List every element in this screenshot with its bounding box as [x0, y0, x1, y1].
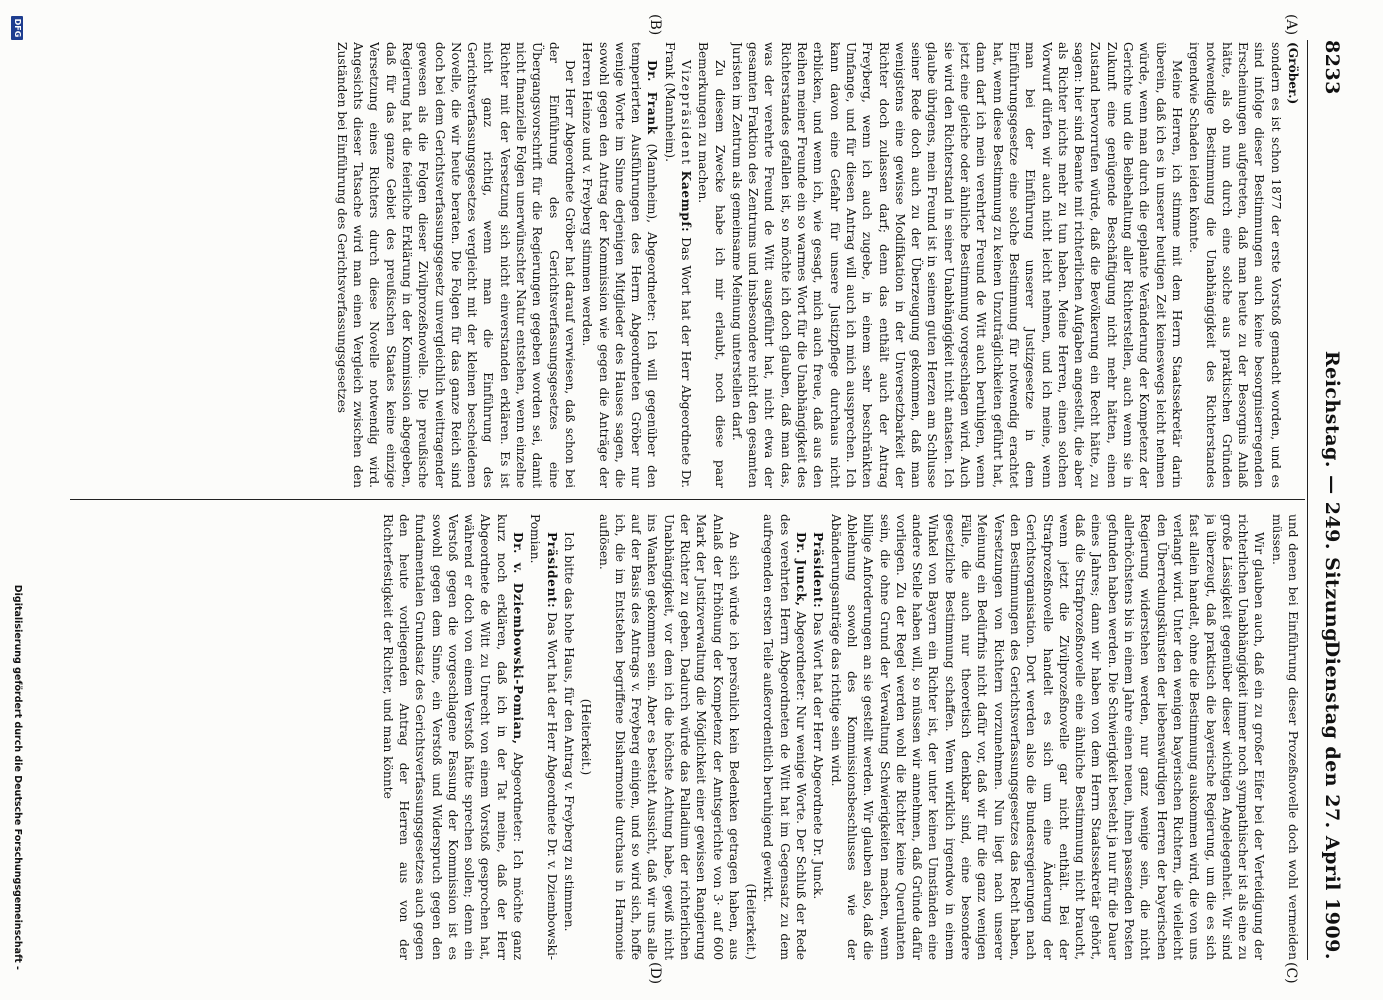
- session-date: Dienstag den 27. April 1909.: [1321, 640, 1343, 960]
- column-divider: [70, 499, 1305, 500]
- speaker-paragraph: [527, 514, 560, 960]
- speaker-name: Dr. Junck,: [794, 532, 809, 607]
- speaker-role: Präsident:: [544, 532, 559, 609]
- page-number: 8233: [1321, 40, 1343, 95]
- speaker-role: Präsident:: [811, 532, 826, 609]
- speaker-paragraph: [810, 514, 826, 960]
- speaker-paragraph: [760, 514, 809, 960]
- digitization-footer: [7, 0, 23, 1000]
- speech-text: Das Wort hat der Herr Abgeordnete Dr. Junck.: [811, 612, 826, 900]
- paragraph: sondern es ist schon 1877 der erste Vorstoß gemacht worden, und es sind infolge dieser Bestimmungen auch keine besorgniserregenden Erscheinungen aufgetreten, daß man heute zu der Besorgnis Anlaß hätte, als ob nun durch eine solche aus praktischen Gründen notwendige Bestimmung die Unabhängigkeit des Richterstandes irgendwie Schaden leiden könnte.: [1187, 42, 1283, 488]
- speech-text: Abgeordneter: Ich möchte ganz kurz noch erklären, daß ich in der Tat meine, daß der Herr Abgeordnete de Witt zu Unrecht von einem Vorstoß gesprochen hat, während er doch von einem Verstoß hätte sprechen sollen; denn ein Verstoß gegen die vorgeschlagene Fassung der Kommission ist es sowohl gegen dem Sinne, ein Verstoß und Widerspruch gegen den fundamentalen Grundsatz des Gerichtsverfassungsgesetzes auch gegen den heute vorliegenden Antrag der Herren aus von der Richterfestigkeit der Richter, und man könnte: [380, 514, 526, 960]
- paragraph: Wir glauben auch, daß ein zu großer Eifer bei der Verteidigung der richterlichen Unabhängigkeit immer noch sympathischer ist als eine zu große Lässigkeit gegenüber dieser wichtigen Angelegenheit. Wir sind ja überzeugt, daß praktisch die bayerische Regierung, um die es sich fast allein handelt, ohne die Bestimmung auskommen wird, die von uns verlangt wird. Unter den wenigen bayerischen Richtern, die vielleicht den Überredungskünsten der liebenswürdigen Herren der bayerischen Regierung widerstehen werden, nur ganz wenige sein, die nicht allerhöchstens bis in einem Jahre einen neuen, ihnen passenden Posten gefunden haben werden. Die Schwierigkeit besteht ja nur für die Dauer eines Jahres; dann wir haben von dem Herrn Staatssekretär gehört, daß die Strafprozeßnovelle eine ähnliche Bestimmung nicht braucht, wenn jetzt die Zivilprozeßnovelle gar nicht enthält. Bei der Strafprozeßnovelle handelt es sich um eine Änderung der Gerichtsorganisation. Dort werden also die Bundesregierungen nach den Bestimmungen des Gerichtsverfassungsgesetzes das Recht haben, Versetzungen von Richtern vorzunehmen. Nun liegt nach unserer Meinung ein Bedürfnis nicht dafür vor, daß wir für die ganz wenigen Fälle, die auch nur theoretisch denkbar sind, eine besondere gesetzliche Bestimmung schaffen. Wenn wirklich irgendwo in einem Winkel von Bayern ein Richter ist, der unter keinen Umständen eine andere Stelle haben will, so müssen wir annehmen, daß Gründe dafür vorliegen. Zu der Regel werden wohl die Richter keine Querulanten sein, die ohne Grund der Verwaltung Schwierigkeiten machen, wenn billige Anforderungen an sie gestellt werden. Wir glauben also, daß die Ablehnung sowohl des Kommissionsbeschlusses wie der Abänderungsanträge das richtige sein wird.: [828, 514, 1267, 960]
- speaker-tag: (Gröber.): [1286, 42, 1300, 105]
- paragraph: Der Herr Abgeordnete Gröber hat darauf verwiesen, daß schon bei der Einführung des Gerichtsverfassungsgesetzes eine Übergangsvorschrift für die Regierungen gegeben worden sei, damit nicht finanzielle Folgen unerwünschter Natur entstehen, wenn einzelne Richter mit der Versetzung sich nicht einverstanden erklären. Es ist nicht ganz richtig, wenn man die Einführung des Gerichtsverfassungsgesetzes vergleicht mit der kleinen bescheidenen Novelle, die wir heute beraten. Die Folgen für das ganze Reich sind doch bei dem Gerichtsverfassungsgesetz unvergleichlich weittragender gewesen als die Folgen dieser Zivilprozeßnovelle. Die preußische Regierung hat die feierliche Erklärung in der Kommission abgegeben, daß für das ganze Gebiet des preußischen Staates keine einzige Versetzung eines Richters durch diese Novelle notwendig wird. Angesichts dieser Tatsache wird man einen Vergleich zwischen den Zuständen bei Einführung des Gerichtsverfassungsgesetzes: [334, 42, 577, 488]
- reaction: (Heiterkeit.): [579, 698, 594, 776]
- speaker-role: Vizepräsident: [679, 60, 694, 166]
- dfg-logo: DFG: [11, 16, 23, 40]
- running-title: Reichstag. — 249. Sitzung.: [1321, 350, 1343, 650]
- speech-text: (Mannheim), Abgeordneter: Ich will gegenüber den temperierten Ausführungen des Herrn Abgeordneten Gröber nur wenige Worte im Sinne derjenigen Mitglieder des Hauses sagen, die sowohl gegen den Antrag der Kommission wie gegen die Anträge der Herren Heinze und v. Freyberg stimmen werden.: [580, 42, 660, 488]
- paragraph: Zu diesem Zwecke habe ich mir erlaubt, noch diese paar Bemerkungen zu machen.: [696, 42, 727, 488]
- right-column: [70, 514, 1301, 960]
- page-header: [1313, 40, 1343, 960]
- margin-mark-b: (B): [647, 14, 663, 36]
- margin-mark-c: (C): [1283, 962, 1299, 984]
- speech-text: Das Wort hat der Herr Abgeordnete Dr. v. Dziembowski-Pomian.: [528, 514, 559, 960]
- header-rule: [1307, 40, 1308, 960]
- margin-mark-d: (D): [647, 962, 663, 985]
- speaker-name: Dr. Frank: [645, 60, 660, 135]
- margin-mark-a: (A): [1283, 14, 1299, 36]
- speaker-name: Dr. v. Dziembowski-Pomian,: [511, 532, 526, 745]
- paragraph: und denen bei Einführung dieser Prozeßnovelle doch wohl vermeiden müssen.: [1269, 514, 1300, 960]
- speaker-name: Kaempf:: [679, 170, 694, 233]
- paragraph: An sich würde ich persönlich kein Bedenken getragen haben, aus Anlaß der Erhöhung der Kompetenz der Amtsgerichte von 3· auf 600 Mark der Justizverwaltung die Möglichkeit einer gewissen Rangierung der Richter zu geben. Dadurch würde das Palladium der richterlichen Unabhängigkeit, vor dem ich die höchste Achtung habe, gewiß nicht ins Wanken gekommen sein. Aber es besteht Aussicht, daß wir uns alle auf der Basis des Antrags v. Freyberg einigen, und so wird sich, hoffe ich, die im Entstehen begriffene Disharmonie durchaus in Harmonie auflösen.: [596, 514, 741, 960]
- speech-text: Abgeordneter: Nur wenige Worte. Der Schluß der Rede des verehrten Herrn Abgeordneten de Witt hat im Gegensatz zu dem aufregenden ersten Teile außerordentlich beruhigend gewirkt.: [761, 514, 809, 960]
- speaker-paragraph: [661, 42, 694, 488]
- speaker-paragraph: [379, 514, 526, 960]
- left-column: [70, 42, 1301, 488]
- speaker-paragraph: [579, 42, 660, 488]
- speech-text: Das Wort hat der Herr Abgeordnete Dr. Frank (Mannheim).: [662, 42, 694, 488]
- footer-credit: Digitalisierung gefördert durch die Deutsche Forschungsgemeinschaft -: [12, 584, 23, 970]
- paragraph: Ich bitte das hohe Haus, für den Antrag v. Freyberg zu stimmen.: [561, 532, 576, 932]
- reaction: (Heiterkeit.): [744, 883, 759, 960]
- paragraph: Meine Herren, ich stimme mit dem Herrn Staatssekretär darin überein, daß ich es in unserer heutigen Zeit keineswegs leicht nehmen würde, wenn man durch die geplante Veränderung der Kompetenz der Gerichte und die Beibehaltung aller Richterstellen, auch wenn sie in Zukunft eine genügende Beschäftigung nicht mehr hätten, einen Zustand hervorrufen würde, daß die Bevölkerung ein Recht hätte, zu sagen: hier sind Beamte mit richterlichen Aufgaben angestellt, die aber als Richter nichts mehr zu tun haben. Meine Herren, einen solchen Vorwurf dürfen wir auch nicht leicht nehmen, und ich meine, wenn man bei der Einführung unserer Justizgesetze in dem Einführungsgesetze eine solche Bestimmung für notwendig erachtet hat, wenn diese Bestimmung zu keinen Unzuträglichkeiten geführt hat, dann darf ich mein verehrter Freund de Witt auch beruhigen, wenn jetzt eine gleiche oder ähnliche Bestimmung vorgeschlagen wird. Auch sie wird den Richterstand in seiner Unabhängigkeit nicht antasten. Ich glaube übrigens, mein Freund ist in seinem guten Herzen am Schlusse seiner Rede doch auch zu der Überzeugung gekommen, daß man wenigstens eine gewisse Modifikation in der Unversetzbarkeit der Richter doch zulassen darf; denn das enthält auch der Antrag Freyberg, wenn ich auch zugebe, in einem sehr beschränkten Umfange, und für diesen Antrag will auch ich mich aussprechen. Ich kann davon eine Gefahr für unsere Justizpflege durchaus nicht erblicken, und wenn ich, wie gesagt, mich auch freue, daß aus den Reihen meiner Freunde ein so warmes Wort für die Unabhängigkeit des Richterstandes gefallen ist, so möchte ich doch glauben, daß man das, was der verehrte Freund de Witt ausgeführt hat, nicht etwa der gesamten Fraktion des Zentrums und insbesondere nicht den gesamten Juristen im Zentrum als gemeinsame Meinung unterstellen darf.: [729, 42, 1184, 488]
